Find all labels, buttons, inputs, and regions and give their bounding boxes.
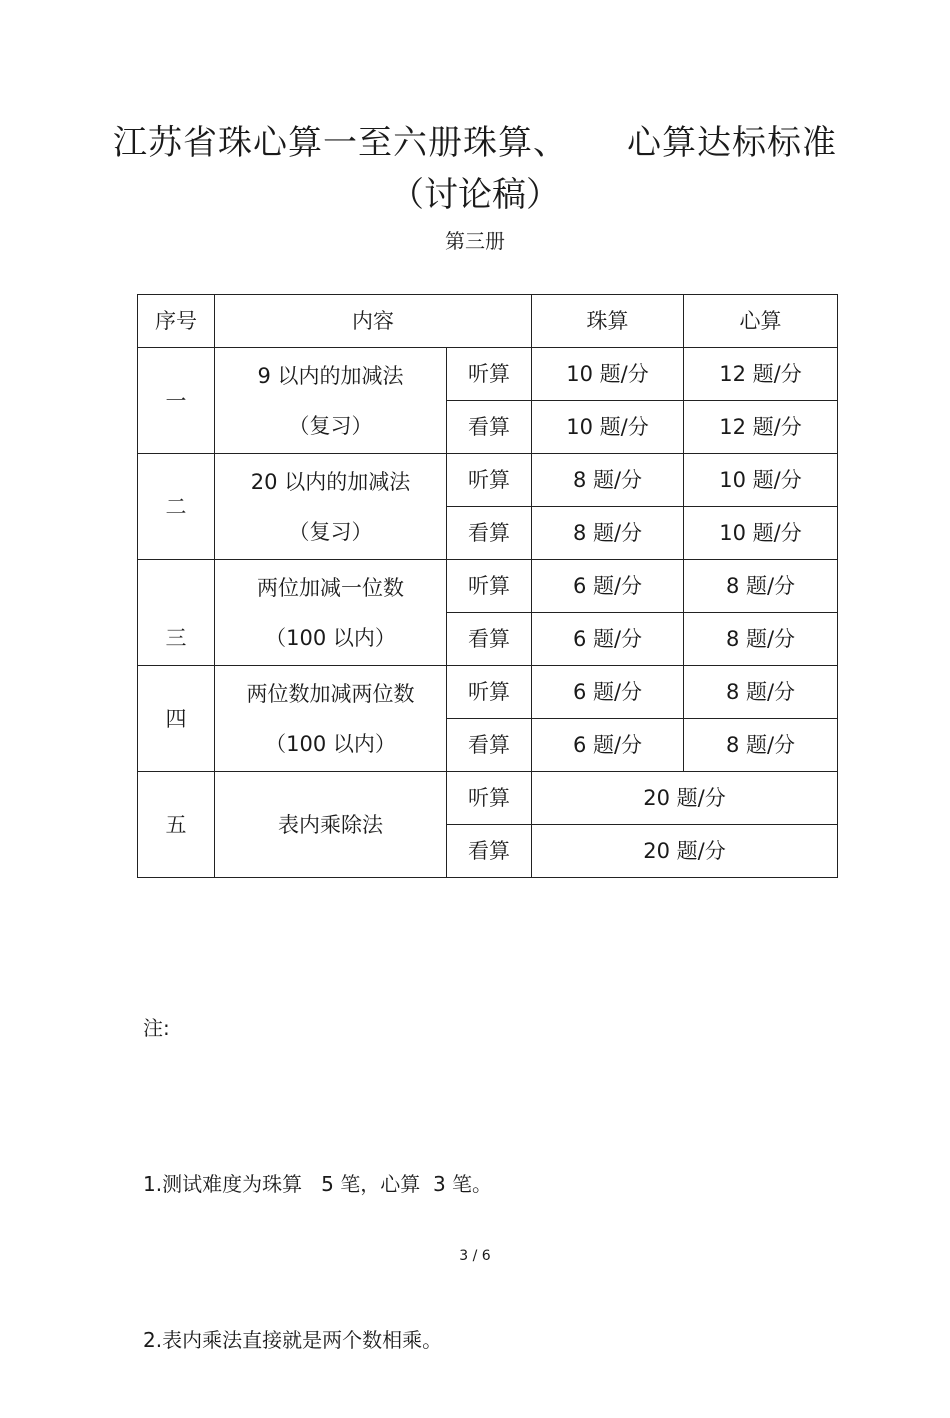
content-line: 两位加减一位数 [257,575,404,600]
notes-heading: 注: [143,1016,170,1040]
abacus-rate: 6 题/分 [532,560,684,613]
mental-rate: 8 题/分 [684,613,838,666]
header-abacus: 珠算 [532,295,684,348]
document-title: 江苏省珠心算一至六册珠算、 心算达标标准 [112,123,838,163]
abacus-rate: 6 题/分 [532,613,684,666]
abacus-rate: 8 题/分 [532,454,684,507]
mode-label: 看算 [447,613,532,666]
mode-label: 听算 [447,666,532,719]
row-seq: 一 [138,348,215,454]
table-row [138,666,838,719]
document-title-draft-note: （讨论稿） [390,175,560,215]
content-line: 9 以内的加减法 [257,363,404,388]
mode-label: 听算 [447,454,532,507]
volume-subtitle: 第三册 [445,229,505,253]
row-seq: 四 [138,666,215,772]
abacus-rate: 10 题/分 [532,401,684,454]
row-content [215,348,447,454]
header-content: 内容 [215,295,532,348]
combined-rate: 20 题/分 [532,772,838,825]
row-content [215,560,447,666]
content-line: （100 以内） [265,625,396,650]
abacus-rate: 6 题/分 [532,719,684,772]
abacus-rate: 6 题/分 [532,666,684,719]
row-content: 表内乘除法 [215,772,447,878]
combined-rate: 20 题/分 [532,825,838,878]
mental-rate: 12 题/分 [684,401,838,454]
row-seq: 五 [138,772,215,878]
header-mental: 心算 [684,295,838,348]
table-row [138,560,838,613]
mode-label: 听算 [447,348,532,401]
abacus-rate: 8 题/分 [532,507,684,560]
content-line: 两位数加减两位数 [246,681,415,706]
table-row [138,772,838,825]
row-seq: 二 [138,454,215,560]
row-seq: 三 [138,560,215,666]
content-line: （复习） [288,413,373,438]
mental-rate: 10 题/分 [684,507,838,560]
row-content [215,666,447,772]
mental-rate: 8 题/分 [684,719,838,772]
content-line: （复习） [288,519,373,544]
mode-label: 听算 [447,560,532,613]
table-row [138,348,838,401]
row-content [215,454,447,560]
mental-rate: 8 题/分 [684,560,838,613]
abacus-rate: 10 题/分 [532,348,684,401]
content-line: 20 以内的加减法 [250,469,411,494]
mental-rate: 8 题/分 [684,666,838,719]
mode-label: 看算 [447,825,532,878]
table-row [138,454,838,507]
mode-label: 看算 [447,719,532,772]
notes-section [143,898,492,1418]
page-number: 3 / 6 [459,1248,491,1264]
note-item: 2.表内乘法直接就是两个数相乘。 [143,1328,443,1352]
mode-label: 听算 [447,772,532,825]
content-line: （100 以内） [265,731,396,756]
mode-label: 看算 [447,401,532,454]
table-header-row [138,295,838,348]
standards-table [137,294,838,878]
mode-label: 看算 [447,507,532,560]
mental-rate: 10 题/分 [684,454,838,507]
note-item: 1.测试难度为珠算 5 笔，心算 3 笔。 [143,1172,493,1196]
header-seq: 序号 [138,295,215,348]
mental-rate: 12 题/分 [684,348,838,401]
